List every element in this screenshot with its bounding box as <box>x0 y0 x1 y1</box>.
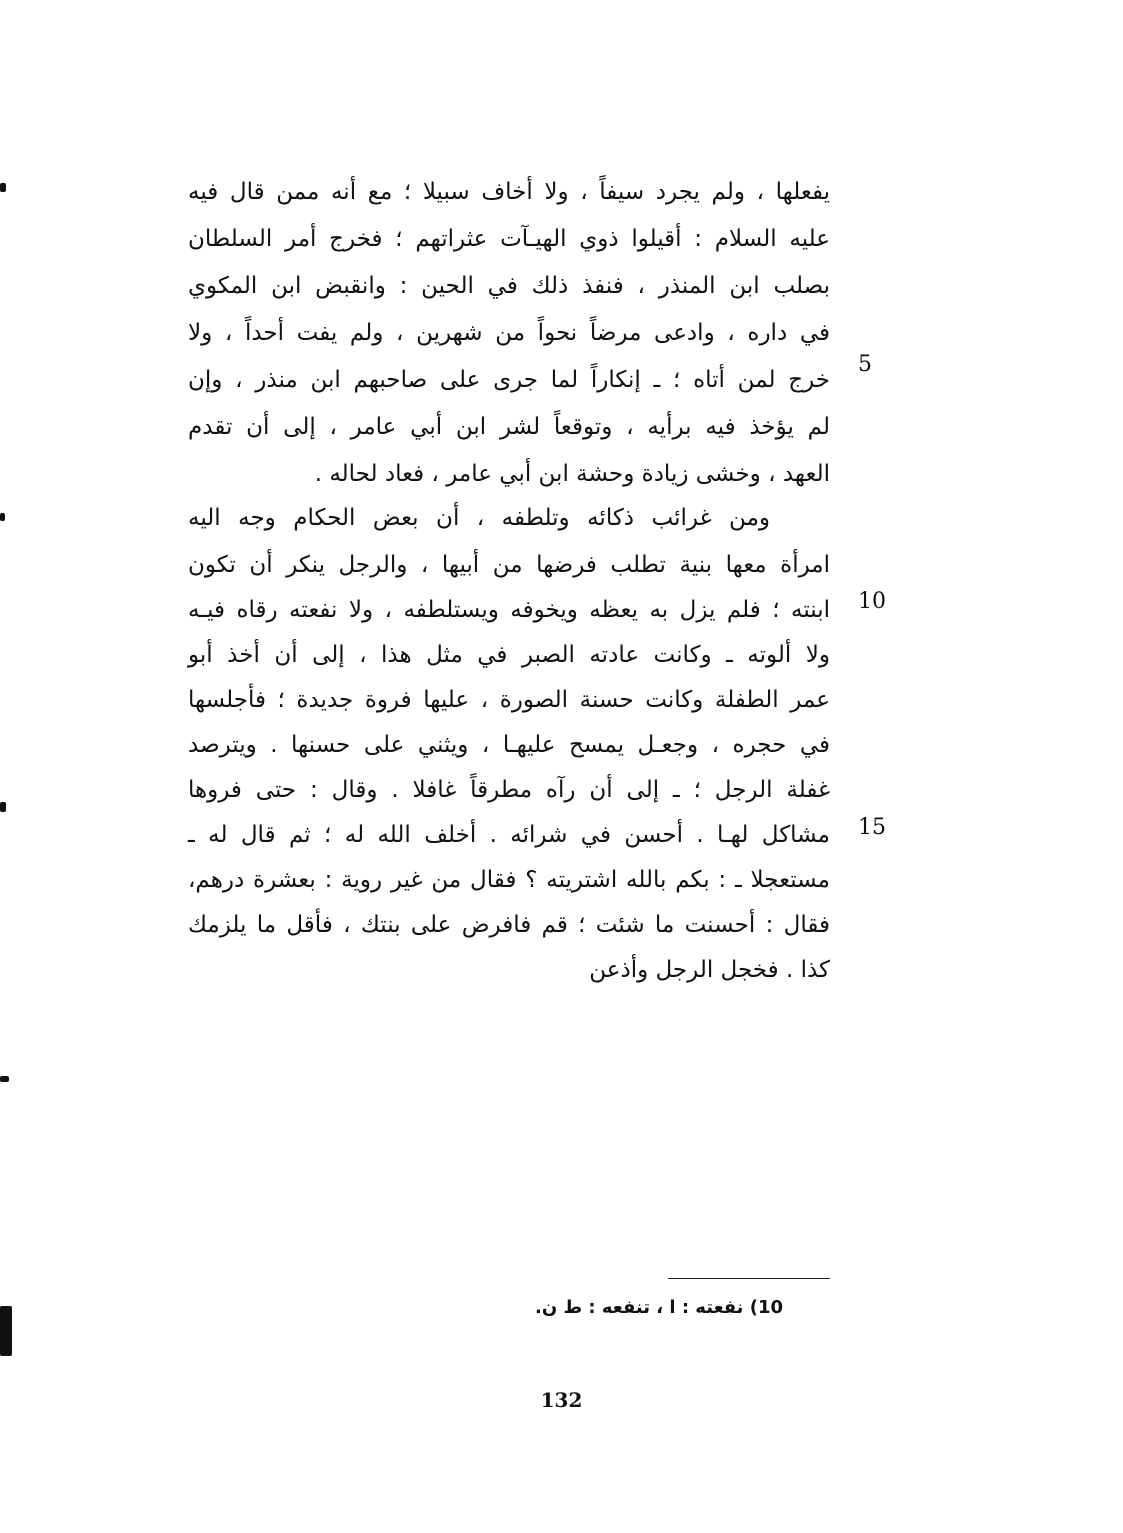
text-line: فقال : أحسنت ما شئت ؛ قم فافرض على بنتك ، فأقل ما يلزمك <box>188 912 830 938</box>
scan-mark <box>0 1306 12 1356</box>
text-line: كذا . فخجل الرجل وأذعن <box>589 957 830 983</box>
text-line: مستعجلا ـ : بكم بالله اشتريته ؟ فقال من غير روية : بعشرة درهم، <box>188 867 830 893</box>
text-line: عمر الطفلة وكانت حسنة الصورة ، عليها فروة جديدة ؛ فأجلسها <box>188 687 830 713</box>
text-line: امرأة معها بنية تطلب فرضها من أبيها ، والرجل ينكر أن تكون <box>188 552 830 578</box>
text-line: لم يؤخذ فيه برأيه ، وتوقعاً لشر ابن أبي عامر ، إلى أن تقدم <box>188 414 830 440</box>
footnote-divider <box>668 1278 830 1279</box>
line-number: 5 <box>858 352 872 377</box>
scan-mark <box>0 513 5 521</box>
text-line: ابنته ؛ فلم يزل به يعظه ويخوفه ويستلطفه ، ولا نفعته رقاه فيـه <box>188 597 830 623</box>
text-line: ومن غرائب ذكائه وتلطفه ، أن بعض الحكام وجه اليه <box>188 505 770 531</box>
text-line: بصلب ابن المنذر ، فنفذ ذلك في الحين : وانقبض ابن المكوي <box>188 273 830 299</box>
text-line: العهد ، وخشى زيادة وحشة ابن أبي عامر ، فعاد لحاله . <box>314 461 830 487</box>
scan-mark <box>0 802 6 812</box>
scan-mark <box>0 1076 9 1082</box>
scan-mark <box>0 183 6 192</box>
text-line: في داره ، وادعى مرضاً نحواً من شهرين ، ولم يفت أحداً ، ولا <box>188 320 830 346</box>
footnote: 10) نفعته : ا ، تنفعه : ط ن. <box>535 1297 783 1318</box>
line-number: 15 <box>858 815 886 840</box>
text-line: ولا ألوته ـ وكانت عادته الصبر في مثل هذا ، إلى أن أخذ أبو <box>188 642 830 668</box>
text-line: يفعلها ، ولم يجرد سيفاً ، ولا أخاف سبيلا ؛ مع أنه ممن قال فيه <box>188 179 830 205</box>
text-line: عليه السلام : أقيلوا ذوي الهيـآت عثراتهم ؛ فخرج أمر السلطان <box>188 226 830 252</box>
line-number: 10 <box>858 589 886 614</box>
text-line: غفلة الرجل ؛ ـ إلى أن رآه مطرقاً غافلا . وقال : حتى فروها <box>188 777 830 803</box>
text-line: مشاكل لهـا . أحسن في شرائه . أخلف الله له ؛ ثم قال له ـ <box>188 822 830 848</box>
text-line: خرج لمن أتاه ؛ ـ إنكاراً لما جرى على صاحبهم ابن منذر ، وإن <box>188 367 830 393</box>
text-line: في حجره ، وجعـل يمسح عليهـا ، ويثني على حسنها . ويترصد <box>188 732 830 758</box>
page-number: 132 <box>540 1388 583 1412</box>
